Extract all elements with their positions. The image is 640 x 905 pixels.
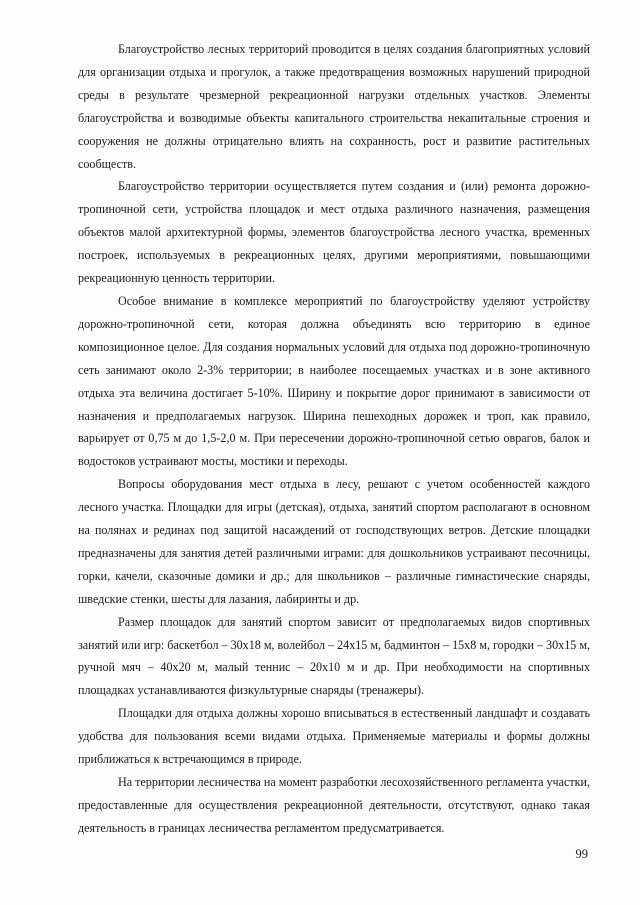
paragraph-4: Вопросы оборудования мест отдыха в лесу, решают с учетом особенностей каждого лесного участка. Площадки для игры (детская), отдыха, занятий спортом располагают в основном на полянах и рединах под защитой насаждений от господствующих ветров. Детские площадки предназначены для занятия детей различными играми: для дошкольников устраивают песочницы, горки, качели, сказочные домики и др.; для школьников – различные гимнастические снаряды, шведские стенки, шесты для лазания, лабиринты и др. [78,477,590,606]
paragraph-1: Благоустройство лесных территорий проводится в целях создания благоприятных условий для организации отдыха и прогулок, а также предотвращения возможных нарушений природной среды в результате чрезмерной рекреационной нагрузки отдельных участков. Элементы благоустройства и возводимые объекты капитального строительства некапитальные строения и сооружения не должны отрицательно влиять на сохранность, рост и развитие растительных сообществ. [78,42,590,171]
paragraph-3: Особое внимание в комплексе мероприятий по благоустройству уделяют устройству дорожно-тропиночной сети, которая должна объединять всю территорию в единое композиционное целое. Для создания нормальных условий для отдыха под дорожно-тропиночную сеть занимают около 2-3% территории; в наиболее посещаемых участках и в зоне активного отдыха эта величина достигает 5-10%. Ширину и покрытие дорог принимают в зависимости от назначения и предполагаемых нагрузок. Ширина пешеходных дорожек и троп, как правило, варьирует от 0,75 м до 1,5-2,0 м. При пересечении дорожно-тропиночной сетью оврагов, балок и водостоков устраивают мосты, мостики и переходы. [78,293,590,469]
paragraph-5: Размер площадок для занятий спортом зависит от предполагаемых видов спортивных занятий или игр: баскетбол – 30х18 м, волейбол – 24х15 м, бадминтон – 15х8 м, городки – 30х15 м, ручной мяч – 40х20 м, малый теннис – 20х10 м и др. При необходимости на спортивных площадках устанавливаются физкультурные снаряды (тренажеры). [78,614,590,698]
paragraph-6: Площадки для отдыха должны хорошо вписываться в естественный ландшафт и создавать удобства для пользования всеми видами отдыха. Применяемые материалы и формы должны приближаться к встречающимся в природе. [78,706,590,767]
paragraph-7: На территории лесничества на момент разработки лесохозяйственного регламента участки, предоставленные для осуществления рекреационной деятельности, отсутствуют, однако такая деятельность в границах лесничества регламентом предусматривается. [78,775,590,835]
paragraph-2: Благоустройство территории осуществляется путем создания и (или) ремонта дорожно-тропиночной сети, устройства площадок и мест отдыха различного назначения, размещения объектов малой архитектурной формы, элементов благоустройства лесного участка, временных построек, используемых в рекреационных целях, другими мероприятиями, повышающими рекреационную ценность территории. [78,179,590,286]
body-text [78,38,590,840]
page-number: 99 [575,847,588,861]
